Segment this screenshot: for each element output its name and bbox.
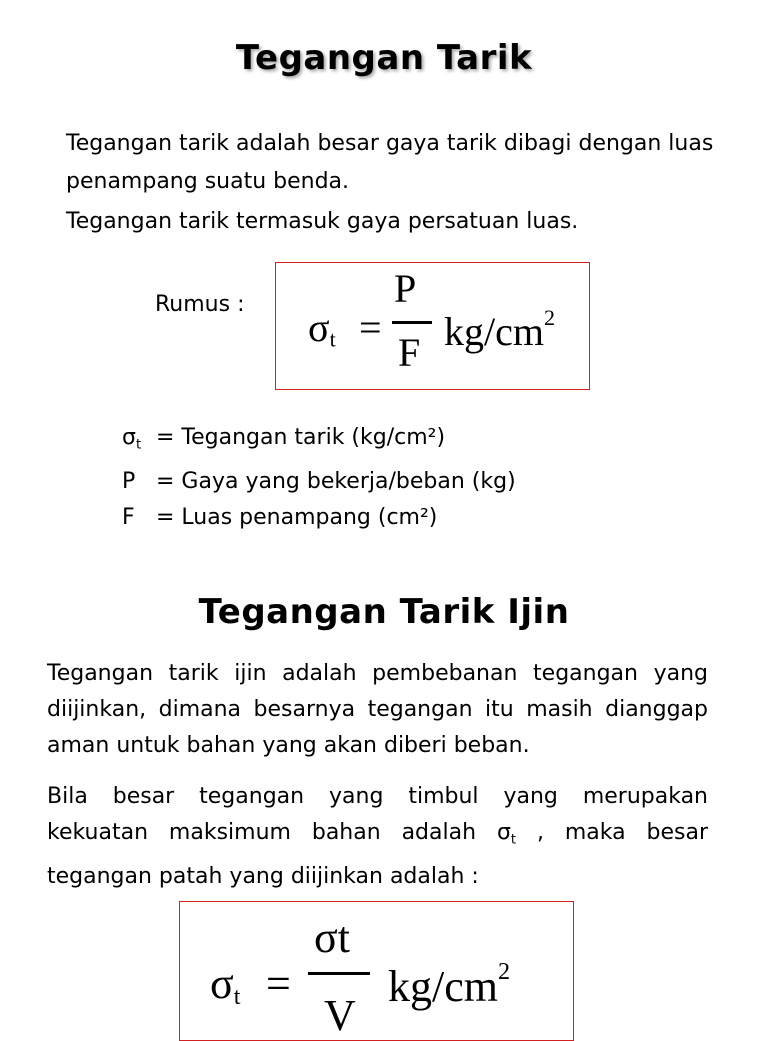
definition-symbol: P <box>122 468 136 494</box>
formula-equals: = <box>266 959 291 1008</box>
formula-unit <box>388 960 510 1009</box>
formula-equals: = <box>359 305 382 350</box>
definition-symbol: F <box>122 504 135 530</box>
formula-box-tegangan-tarik <box>275 262 590 390</box>
unit-power: 2 <box>497 958 511 985</box>
formula-lhs <box>308 305 336 352</box>
ultimate-strength-paragraph: Bila besar tegangan yang timbul yang merupakan kekuatan maksimum bahan adalah $\sigma_t$ , maka besar tegangan patah yang diijinkan adalah : <box>47 784 708 889</box>
definition-row <box>122 464 516 500</box>
unit-text: kg/cm <box>444 308 544 354</box>
formula-denominator: V <box>324 991 356 1040</box>
definition-row <box>122 420 516 464</box>
sigma-subscript: t <box>329 326 336 352</box>
unit-text: kg/cm <box>388 961 498 1011</box>
formula-numerator: σt <box>314 913 350 962</box>
allowable-stress-paragraph: Tegangan tarik ijin adalah pembebanan tegangan yang diijinkan, dimana besarnya tegangan itu masih dianggap aman untuk bahan yang akan diberi beban. <box>47 661 708 758</box>
definition-symbol: $\sigma_t$ <box>122 425 142 453</box>
sigma-symbol: σ <box>308 305 330 350</box>
definition-text: = Gaya yang bekerja/beban (kg) <box>156 468 516 494</box>
symbol-definitions <box>122 420 516 536</box>
definition-row <box>122 500 516 536</box>
formula-denominator: F <box>398 330 421 375</box>
formula-label: Rumus : <box>155 292 245 317</box>
definition-text: = Luas penampang (cm²) <box>156 504 438 530</box>
section-title-tegangan-tarik-ijin: Tegangan Tarik Ijin <box>198 592 570 632</box>
unit-note-paragraph: Tegangan tarik termasuk gaya persatuan luas. <box>66 209 579 234</box>
definition-paragraph: Tegangan tarik adalah besar gaya tarik dibagi dengan luas penampang suatu benda. <box>66 131 714 194</box>
formula-box-tegangan-tarik-ijin <box>179 901 574 1041</box>
formula-lhs <box>210 959 241 1011</box>
fraction-bar <box>308 972 370 975</box>
sigma-symbol: σ <box>210 959 234 1008</box>
sigma-subscript: t <box>233 983 241 1011</box>
unit-power: 2 <box>543 305 555 330</box>
definition-text: = Tegangan tarik (kg/cm²) <box>156 425 446 450</box>
fraction-bar <box>392 321 432 324</box>
formula-unit <box>444 307 555 352</box>
section-title-tegangan-tarik: Tegangan Tarik <box>235 38 533 78</box>
formula-numerator: P <box>394 266 417 311</box>
